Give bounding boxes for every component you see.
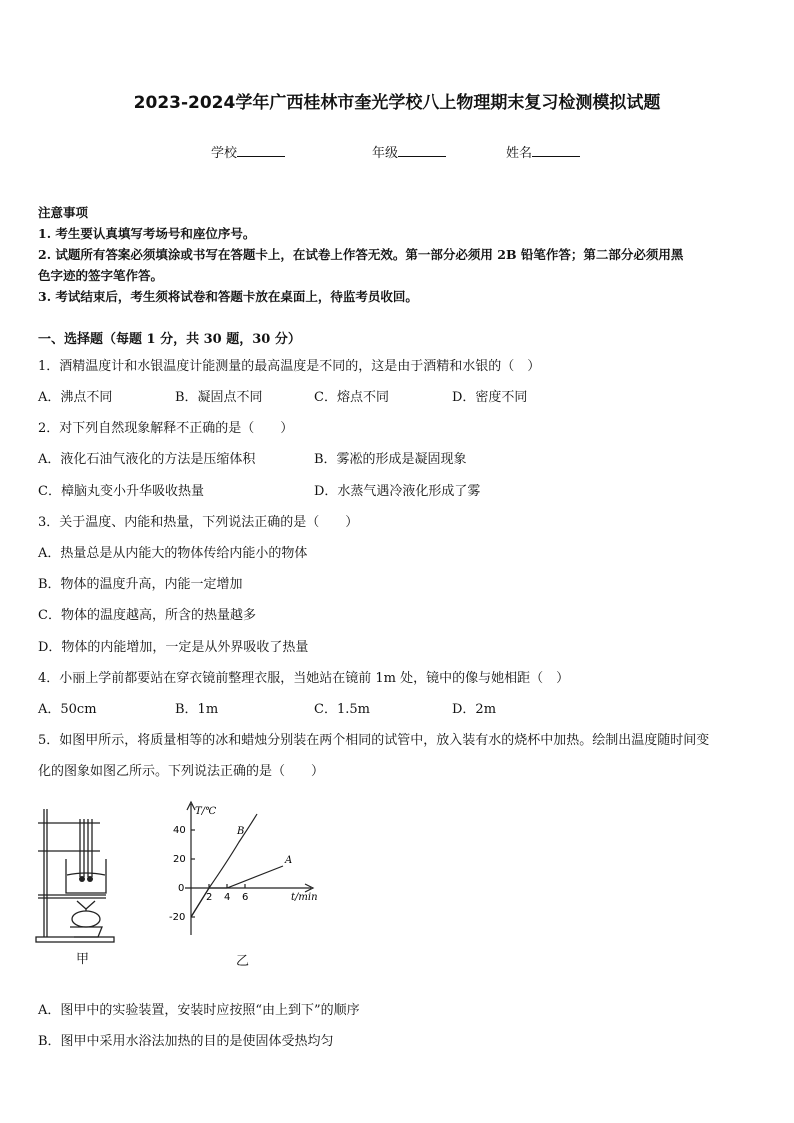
y-tick-minus-20: -20 — [169, 912, 186, 923]
curve-b-label: B — [237, 826, 245, 837]
name-blank — [532, 144, 580, 157]
q2-option-c: C．樟脑丸变小升华吸收热量 — [38, 484, 204, 499]
school-label: 学校 — [211, 146, 238, 161]
q2-option-a: A．液化石油气液化的方法是压缩体积 — [38, 452, 256, 467]
q1-option-a: A．沸点不同 — [38, 390, 113, 405]
grade-blank — [398, 144, 446, 157]
y-axis-label: T/℃ — [195, 806, 217, 817]
stand-base — [36, 937, 114, 942]
page-title: 2023-2024学年广西桂林市奎光学校八上物理期末复习检测模拟试题 — [133, 93, 661, 113]
q2-option-b: B．雾凇的形成是凝固现象 — [314, 452, 467, 467]
figure-caption-right: 乙 — [236, 954, 250, 969]
notice-item-3: 3. 考试结束后，考生须将试卷和答题卡放在桌面上，待监考员收回。 — [38, 289, 418, 304]
q3-option-b: B．物体的温度升高，内能一定增加 — [38, 577, 243, 592]
y-tick-40: 40 — [173, 825, 186, 836]
q1-option-c: C．熔点不同 — [314, 390, 389, 405]
notice-item-1: 1. 考生要认真填写考场号和座位序号。 — [38, 226, 256, 241]
school-blank — [237, 144, 285, 157]
q1-option-d: D．密度不同 — [452, 390, 528, 405]
q2-option-d: D．水蒸气遇冷液化形成了雾 — [314, 484, 481, 499]
name-field — [506, 142, 580, 161]
beaker — [66, 859, 106, 893]
q5-option-b: B．图甲中采用水浴法加热的目的是使固体受热均匀 — [38, 1034, 334, 1049]
q3-option-a: A．热量总是从内能大的物体传给内能小的物体 — [38, 546, 308, 561]
question-1-stem: 1．酒精温度计和水银温度计能测量的最高温度是不同的，这是由于酒精和水银的（ ） — [38, 359, 541, 374]
q4-option-b: B．1m — [175, 702, 219, 717]
x-axis-label: t/min — [291, 892, 318, 903]
section-heading: 一、选择题（每题 1 分，共 30 题，30 分） — [38, 332, 301, 347]
notice-item-2: 2. 试题所有答案必须填涂或书写在答题卡上，在试卷上作答无效。第一部分必须用 2B 铅笔作答；第二部分必须用黑 — [38, 247, 684, 262]
x-tick-4: 4 — [224, 892, 231, 903]
curve-a — [191, 866, 283, 917]
name-label: 姓名 — [506, 146, 533, 161]
apparatus-figure — [30, 805, 130, 970]
question-4-stem: 4．小丽上学前都要站在穿衣镜前整理衣服，当她站在镜前 1m 处，镜中的像与她相距（ ） — [38, 671, 570, 686]
x-tick-2: 2 — [206, 892, 213, 903]
question-3-stem: 3．关于温度、内能和热量，下列说法正确的是（ ） — [38, 515, 359, 530]
school-field — [211, 142, 285, 161]
wire-gauze — [77, 901, 95, 909]
q4-option-d: D．2m — [452, 702, 497, 717]
temperature-graph — [165, 800, 335, 940]
question-2-stem: 2．对下列自然现象解释不正确的是（ ） — [38, 421, 294, 436]
curve-a-label: A — [285, 855, 293, 866]
q4-option-c: C．1.5m — [314, 702, 370, 717]
x-tick-6: 6 — [242, 892, 249, 903]
q3-option-d: D．物体的内能增加，一定是从外界吸收了热量 — [38, 640, 309, 655]
notice-item-2-cont: 色字迹的签字笔作答。 — [38, 268, 164, 283]
q4-option-a: A．50cm — [38, 702, 97, 717]
y-tick-20: 20 — [173, 854, 186, 865]
q5-option-a: A．图甲中的实验装置，安装时应按照“由上到下”的顺序 — [38, 1003, 360, 1018]
question-5-stem-line-2: 化的图象如图乙所示。下列说法正确的是（ ） — [38, 764, 325, 779]
figure-caption-left: 甲 — [76, 952, 90, 967]
y-tick-0: 0 — [178, 883, 185, 894]
q1-option-b: B．凝固点不同 — [175, 390, 263, 405]
grade-label: 年级 — [372, 146, 399, 161]
grade-field — [372, 142, 446, 161]
notice-heading: 注意事项 — [38, 205, 89, 220]
question-5-stem-line-1: 5．如图甲所示，将质量相等的冰和蜡烛分别装在两个相同的试管中，放入装有水的烧杯中加热。绘制出温度随时间变 — [38, 733, 710, 748]
alcohol-lamp — [72, 911, 100, 927]
q3-option-c: C．物体的温度越高，所含的热量越多 — [38, 608, 256, 623]
